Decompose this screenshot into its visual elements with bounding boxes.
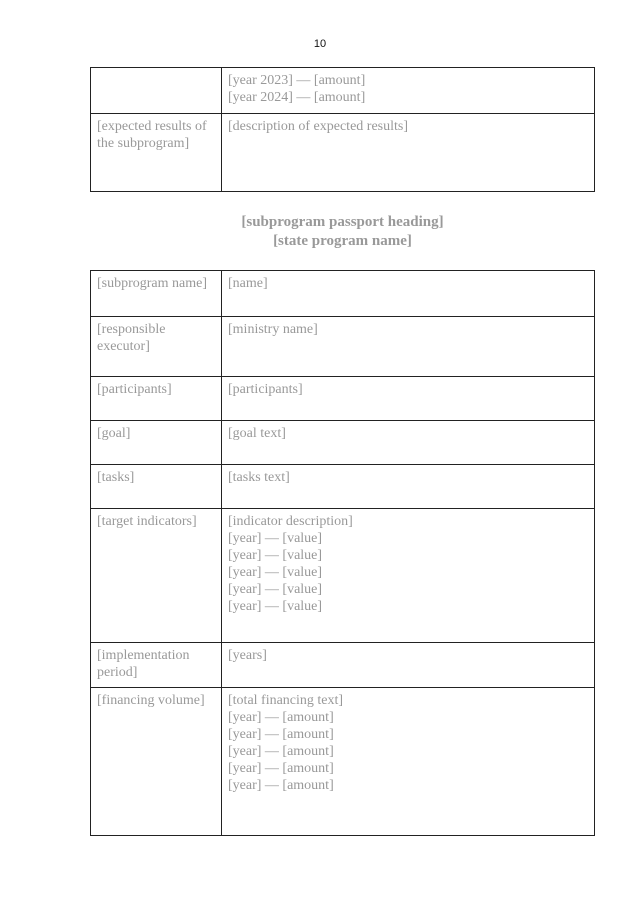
content-line: [year] — [value] xyxy=(228,548,323,563)
page-number: 10 xyxy=(313,38,327,50)
row-label: [participants] xyxy=(91,377,222,421)
row-content xyxy=(222,317,595,377)
content-line: [year] — [value] xyxy=(228,531,323,546)
row-label: [implementation period] xyxy=(91,643,222,688)
content-line: [year] — [value] xyxy=(228,565,323,580)
row-label: [target indicators] xyxy=(91,509,222,643)
section-title xyxy=(90,213,595,251)
table-row xyxy=(91,271,595,317)
content-line: [total financing text] xyxy=(228,693,344,708)
content-line: [year] — [amount] xyxy=(228,710,334,725)
content-line: [year 2023] — [amount] xyxy=(228,73,366,88)
content-line: [name] xyxy=(228,276,268,291)
content-line: [year] — [value] xyxy=(228,582,323,597)
passport-table xyxy=(90,270,595,836)
content-line: [year] — [amount] xyxy=(228,727,334,742)
row-content xyxy=(222,114,595,192)
row-content xyxy=(222,643,595,688)
content-line: [goal text] xyxy=(228,426,286,441)
content-line: [indicator description] xyxy=(228,514,353,529)
row-label: [responsible executor] xyxy=(91,317,222,377)
row-label: [expected results of the subprogram] xyxy=(91,114,222,192)
content-line: [year] — [amount] xyxy=(228,778,334,793)
top-table xyxy=(90,67,595,192)
row-content xyxy=(222,68,595,114)
section-title-line-2: [state program name] xyxy=(273,233,412,249)
table-row xyxy=(91,688,595,836)
row-label: [financing volume] xyxy=(91,688,222,836)
table-row xyxy=(91,643,595,688)
table-row xyxy=(91,317,595,377)
content-line: [year] — [value] xyxy=(228,599,323,614)
content-line: [year] — [amount] xyxy=(228,761,334,776)
row-label: [tasks] xyxy=(91,465,222,509)
row-label: [goal] xyxy=(91,421,222,465)
table-row xyxy=(91,68,595,114)
row-content xyxy=(222,688,595,836)
table-row xyxy=(91,421,595,465)
row-content xyxy=(222,465,595,509)
table-row xyxy=(91,465,595,509)
row-content xyxy=(222,421,595,465)
row-label xyxy=(91,68,222,114)
content-line: [years] xyxy=(228,648,267,663)
row-label: [subprogram name] xyxy=(91,271,222,317)
table-row xyxy=(91,114,595,192)
row-content xyxy=(222,271,595,317)
table-row xyxy=(91,377,595,421)
content-line: [participants] xyxy=(228,382,303,397)
section-title-line-1: [subprogram passport heading] xyxy=(241,214,444,230)
row-content xyxy=(222,509,595,643)
content-line: [ministry name] xyxy=(228,322,318,337)
content-line: [tasks text] xyxy=(228,470,290,485)
table-row xyxy=(91,509,595,643)
content-line: [description of expected results] xyxy=(228,119,408,134)
content-line: [year 2024] — [amount] xyxy=(228,90,366,105)
row-content xyxy=(222,377,595,421)
content-line: [year] — [amount] xyxy=(228,744,334,759)
